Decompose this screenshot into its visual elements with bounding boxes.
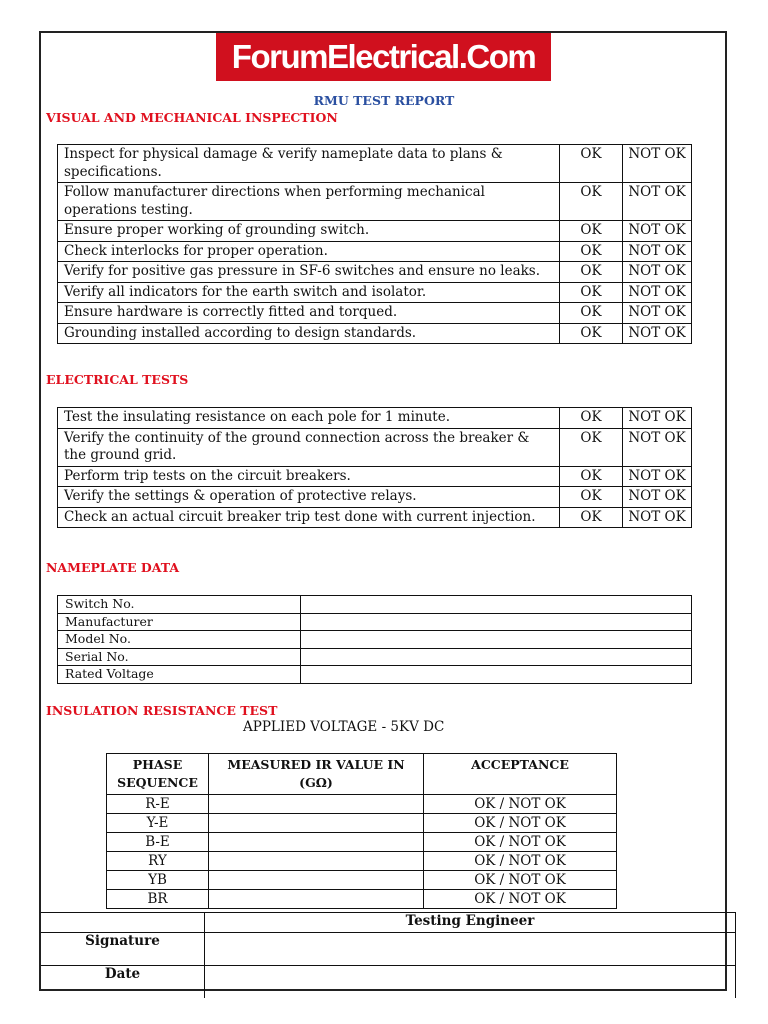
table-row <box>58 303 692 324</box>
check-item: Verify the settings & operation of protective relays. <box>58 487 560 508</box>
table-row <box>58 323 692 344</box>
acceptance-cell: OK / NOT OK <box>424 795 617 814</box>
check-item: Test the insulating resistance on each pole for 1 minute. <box>58 408 560 429</box>
not-ok-option: NOT OK <box>623 303 692 324</box>
check-item: Ensure hardware is correctly fitted and torqued. <box>58 303 560 324</box>
date-label: Date <box>41 966 205 998</box>
phase-cell: R-E <box>107 795 209 814</box>
table-row <box>58 241 692 262</box>
phase-cell: YB <box>107 871 209 890</box>
table-row <box>107 814 617 833</box>
not-ok-option: NOT OK <box>623 282 692 303</box>
acceptance-cell: OK / NOT OK <box>424 833 617 852</box>
ok-option: OK <box>560 408 623 429</box>
date-field[interactable] <box>205 966 736 998</box>
not-ok-option: NOT OK <box>623 183 692 221</box>
table-row <box>41 966 736 998</box>
ok-option: OK <box>560 487 623 508</box>
nameplate-label: Switch No. <box>58 596 301 614</box>
table-row <box>58 487 692 508</box>
table-row <box>107 890 617 909</box>
measured-value-cell[interactable] <box>209 852 424 871</box>
signoff-table <box>41 912 736 998</box>
table-row <box>58 666 692 684</box>
section-nameplate-heading: NAMEPLATE DATA <box>46 560 180 575</box>
not-ok-option: NOT OK <box>623 507 692 528</box>
header-acceptance: ACCEPTANCE <box>424 754 617 795</box>
measured-value-cell[interactable] <box>209 795 424 814</box>
table-row <box>58 408 692 429</box>
nameplate-label: Serial No. <box>58 648 301 666</box>
ok-option: OK <box>560 428 623 466</box>
table-row <box>58 221 692 242</box>
table-row <box>107 833 617 852</box>
not-ok-option: NOT OK <box>623 262 692 283</box>
nameplate-label: Manufacturer <box>58 613 301 631</box>
ok-option: OK <box>560 262 623 283</box>
header-measured-ir: MEASURED IR VALUE IN (GΩ) <box>209 754 424 795</box>
check-item: Ensure proper working of grounding switch. <box>58 221 560 242</box>
phase-cell: Y-E <box>107 814 209 833</box>
not-ok-option: NOT OK <box>623 145 692 183</box>
nameplate-value-cell[interactable] <box>301 613 692 631</box>
table-row <box>58 262 692 283</box>
electrical-tests-table <box>57 407 692 528</box>
not-ok-option: NOT OK <box>623 487 692 508</box>
insulation-resistance-table <box>106 753 617 909</box>
table-row <box>58 596 692 614</box>
not-ok-option: NOT OK <box>623 241 692 262</box>
section-electrical-heading: ELECTRICAL TESTS <box>46 372 189 387</box>
header-phase-sequence: PHASE SEQUENCE <box>107 754 209 795</box>
report-title: RMU TEST REPORT <box>313 93 455 108</box>
nameplate-table <box>57 595 692 684</box>
measured-value-cell[interactable] <box>209 871 424 890</box>
site-logo: ForumElectrical.Com <box>216 33 551 81</box>
not-ok-option: NOT OK <box>623 428 692 466</box>
table-row <box>58 145 692 183</box>
table-row <box>58 428 692 466</box>
table-header-row <box>107 754 617 795</box>
check-item: Grounding installed according to design standards. <box>58 323 560 344</box>
ok-option: OK <box>560 303 623 324</box>
measured-value-cell[interactable] <box>209 814 424 833</box>
signature-field[interactable] <box>205 933 736 966</box>
ok-option: OK <box>560 507 623 528</box>
check-item: Perform trip tests on the circuit breakers. <box>58 466 560 487</box>
ok-option: OK <box>560 466 623 487</box>
nameplate-value-cell[interactable] <box>301 666 692 684</box>
signoff-corner <box>41 913 205 933</box>
table-row <box>58 183 692 221</box>
check-item: Check an actual circuit breaker trip test done with current injection. <box>58 507 560 528</box>
signature-label: Signature <box>41 933 205 966</box>
phase-cell: BR <box>107 890 209 909</box>
check-item: Verify the continuity of the ground connection across the breaker & the ground grid. <box>58 428 560 466</box>
check-item: Follow manufacturer directions when performing mechanical operations testing. <box>58 183 560 221</box>
nameplate-value-cell[interactable] <box>301 648 692 666</box>
table-row <box>58 507 692 528</box>
table-row <box>107 852 617 871</box>
table-row <box>107 795 617 814</box>
check-item: Verify all indicators for the earth switch and isolator. <box>58 282 560 303</box>
acceptance-cell: OK / NOT OK <box>424 814 617 833</box>
measured-value-cell[interactable] <box>209 890 424 909</box>
section-insulation-heading: INSULATION RESISTANCE TEST <box>46 703 278 718</box>
acceptance-cell: OK / NOT OK <box>424 890 617 909</box>
table-row <box>58 631 692 649</box>
table-row <box>41 913 736 933</box>
nameplate-value-cell[interactable] <box>301 596 692 614</box>
ok-option: OK <box>560 221 623 242</box>
phase-cell: RY <box>107 852 209 871</box>
not-ok-option: NOT OK <box>623 408 692 429</box>
nameplate-label: Model No. <box>58 631 301 649</box>
check-item: Check interlocks for proper operation. <box>58 241 560 262</box>
visual-inspection-table <box>57 144 692 344</box>
table-row <box>41 933 736 966</box>
ok-option: OK <box>560 183 623 221</box>
not-ok-option: NOT OK <box>623 323 692 344</box>
acceptance-cell: OK / NOT OK <box>424 852 617 871</box>
testing-engineer-heading: Testing Engineer <box>205 913 736 933</box>
table-row <box>58 648 692 666</box>
section-visual-heading: VISUAL AND MECHANICAL INSPECTION <box>46 110 338 125</box>
phase-cell: B-E <box>107 833 209 852</box>
not-ok-option: NOT OK <box>623 466 692 487</box>
table-row <box>107 871 617 890</box>
ok-option: OK <box>560 241 623 262</box>
applied-voltage: APPLIED VOLTAGE - 5KV DC <box>243 719 445 735</box>
check-item: Inspect for physical damage & verify nameplate data to plans & specifications. <box>58 145 560 183</box>
measured-value-cell[interactable] <box>209 833 424 852</box>
ok-option: OK <box>560 282 623 303</box>
ok-option: OK <box>560 145 623 183</box>
table-row <box>58 466 692 487</box>
nameplate-value-cell[interactable] <box>301 631 692 649</box>
acceptance-cell: OK / NOT OK <box>424 871 617 890</box>
table-row <box>58 282 692 303</box>
not-ok-option: NOT OK <box>623 221 692 242</box>
check-item: Verify for positive gas pressure in SF-6 switches and ensure no leaks. <box>58 262 560 283</box>
nameplate-label: Rated Voltage <box>58 666 301 684</box>
ok-option: OK <box>560 323 623 344</box>
table-row <box>58 613 692 631</box>
